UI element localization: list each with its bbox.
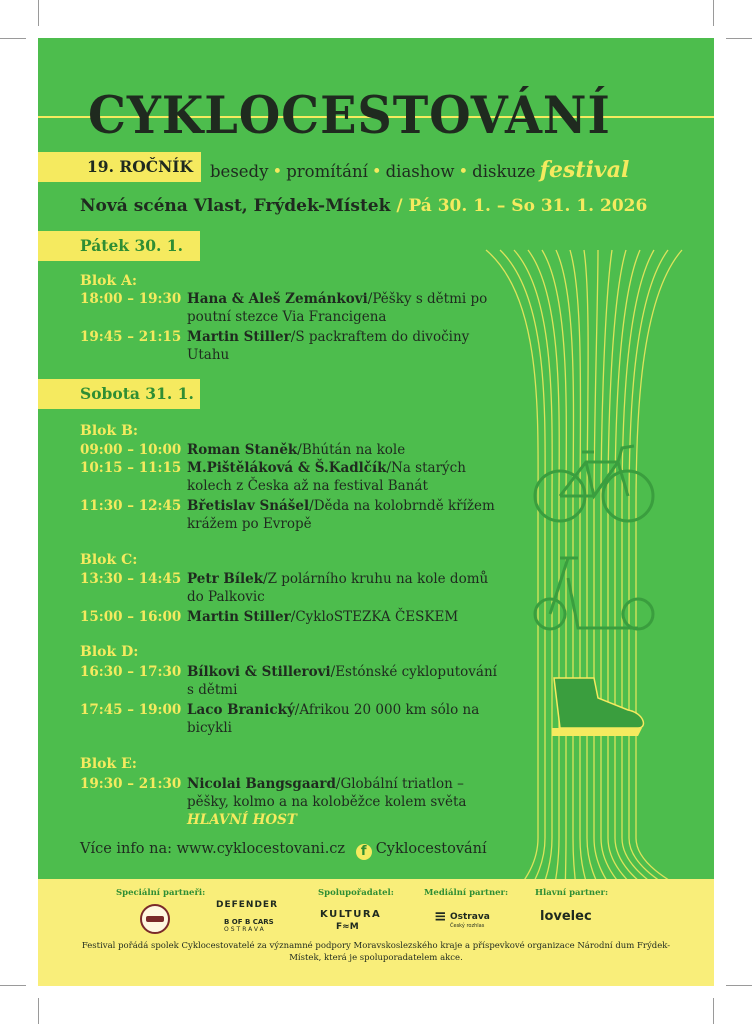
- subtitle-row: [38, 152, 714, 182]
- keywords: besedy • promítání • diashow • diskuze festival: [210, 157, 630, 183]
- crop-mark: [726, 985, 752, 986]
- boot-icon: [552, 678, 643, 736]
- keyword: diskuze: [472, 162, 536, 181]
- item-time: 09:00 – 10:00: [80, 442, 182, 458]
- info-line: [80, 841, 487, 860]
- partner-label: Spolupořadatel:: [318, 888, 394, 898]
- facebook-icon[interactable]: f: [356, 844, 372, 860]
- venue-name: Nová scéna Vlast, Frýdek-Místek: [80, 196, 391, 216]
- radio-logo: Český rozhlas: [450, 923, 485, 929]
- kultura-fm-logo: F≈M: [336, 922, 359, 932]
- item-time: 17:45 – 19:00: [80, 702, 182, 718]
- kultura-logo: KULTURA: [320, 909, 382, 920]
- item-speaker: Bílkovi & Stillerovi: [187, 664, 331, 680]
- item-topic: /Na starých kolech z Česka až na festival Banát: [187, 460, 466, 494]
- ostrava-logo-mark: ≡: [434, 907, 447, 925]
- day-header-friday: [38, 231, 200, 261]
- day-header-saturday: [38, 379, 200, 409]
- item-speaker: Laco Branický: [187, 702, 295, 718]
- festival-poster: [38, 38, 714, 986]
- item-time: 18:00 – 19:30: [80, 291, 182, 307]
- item-speaker: Martin Stiller: [187, 329, 291, 345]
- block-heading: Blok B:: [80, 423, 139, 439]
- crop-mark: [726, 38, 752, 39]
- bofb-ostrava-text: OSTRAVA: [224, 926, 266, 933]
- main-guest-label: HLAVNÍ HOST: [187, 812, 297, 828]
- festival-dates: / Pá 30. 1. – So 31. 1. 2026: [396, 196, 648, 216]
- item-speaker: Petr Bílek: [187, 571, 264, 587]
- block-heading: Blok A:: [80, 273, 138, 289]
- item-speaker: M.Pištěláková & Š.Kadlčík: [187, 460, 387, 476]
- item-topic: /Globální triatlon – pěšky, kolmo a na koloběžce kolem světa: [187, 776, 467, 810]
- block-heading: Blok E:: [80, 756, 137, 772]
- defender-logo: DEFENDER: [216, 900, 278, 910]
- item-speaker: Roman Staněk: [187, 442, 298, 458]
- day-label: Pátek 30. 1.: [80, 236, 183, 255]
- crop-mark: [713, 0, 714, 26]
- venue-line: [80, 196, 647, 216]
- item-topic: /Bhútán na kole: [297, 442, 406, 458]
- item-time: 11:30 – 12:45: [80, 498, 182, 514]
- keyword: besedy: [210, 162, 269, 181]
- partner-label: Hlavní partner:: [535, 888, 609, 898]
- item-speaker: Břetislav Snášel: [187, 498, 310, 514]
- festival-title: CYKLOCESTOVÁNÍ: [88, 86, 611, 146]
- block-heading: Blok C:: [80, 552, 138, 568]
- website-link[interactable]: www.cyklocestovani.cz: [176, 841, 346, 857]
- crop-mark: [713, 998, 714, 1024]
- item-topic: /Afrikou 20 000 km sólo na bicykli: [187, 702, 480, 736]
- edition-label: 19. ROČNÍK: [87, 157, 193, 176]
- organizer-footnote: Festival pořádá spolek Cyklocestovatelé za významné podpory Moravskoslezského kraje a příspevkové organizace Národní dum Frýdek-Místek, která je spoluporadatelem akce.: [81, 941, 671, 963]
- item-time: 13:30 – 14:45: [80, 571, 182, 587]
- partner-label: Speciální partneři:: [116, 888, 206, 898]
- crop-mark: [0, 38, 26, 39]
- crop-mark: [38, 0, 39, 26]
- partners-footer: [38, 879, 714, 986]
- facebook-link[interactable]: Cyklocestování: [375, 841, 487, 857]
- partner-label: Mediální partner:: [424, 888, 509, 898]
- crop-mark: [38, 998, 39, 1024]
- item-topic: /Z polárního kruhu na kole domů do Palkovic: [187, 571, 489, 605]
- item-time: 15:00 – 16:00: [80, 609, 182, 625]
- crop-mark: [0, 985, 26, 986]
- item-time: 10:15 – 11:15: [80, 460, 182, 476]
- item-topic: /S packraftem do divočiny Utahu: [187, 329, 470, 363]
- item-speaker: Hana & Aleš Zemánkovi: [187, 291, 368, 307]
- item-speaker: Martin Stiller: [187, 609, 291, 625]
- bofb-cars-logo: B OF B CARS: [224, 918, 274, 926]
- ostrava-logo: Ostrava: [450, 912, 490, 922]
- item-time: 16:30 – 17:30: [80, 664, 182, 680]
- item-time: 19:45 – 21:15: [80, 329, 182, 345]
- item-topic: /Estónské cykloputování s dětmi: [187, 664, 497, 698]
- item-topic: /Děda na kolobrndě křížem krážem po Evropě: [187, 498, 495, 532]
- keyword: diashow: [385, 162, 455, 181]
- block-heading: Blok D:: [80, 644, 139, 660]
- edition-band: [38, 152, 201, 182]
- day-label: Sobota 31. 1.: [80, 384, 194, 403]
- item-topic: /CykloSTEZKA ČESKEM: [290, 609, 459, 625]
- lovelec-logo: lovelec: [540, 909, 592, 924]
- item-speaker: Nicolai Bangsgaard: [187, 776, 336, 792]
- keyword: promítání: [286, 162, 368, 181]
- info-prefix: Více info na:: [80, 841, 172, 857]
- item-topic: /Pěšky s dětmi po poutní stezce Via Francigena: [187, 291, 488, 325]
- item-time: 19:30 – 21:30: [80, 776, 182, 792]
- festival-word: festival: [539, 157, 630, 183]
- partner-seal-logo: [140, 904, 170, 934]
